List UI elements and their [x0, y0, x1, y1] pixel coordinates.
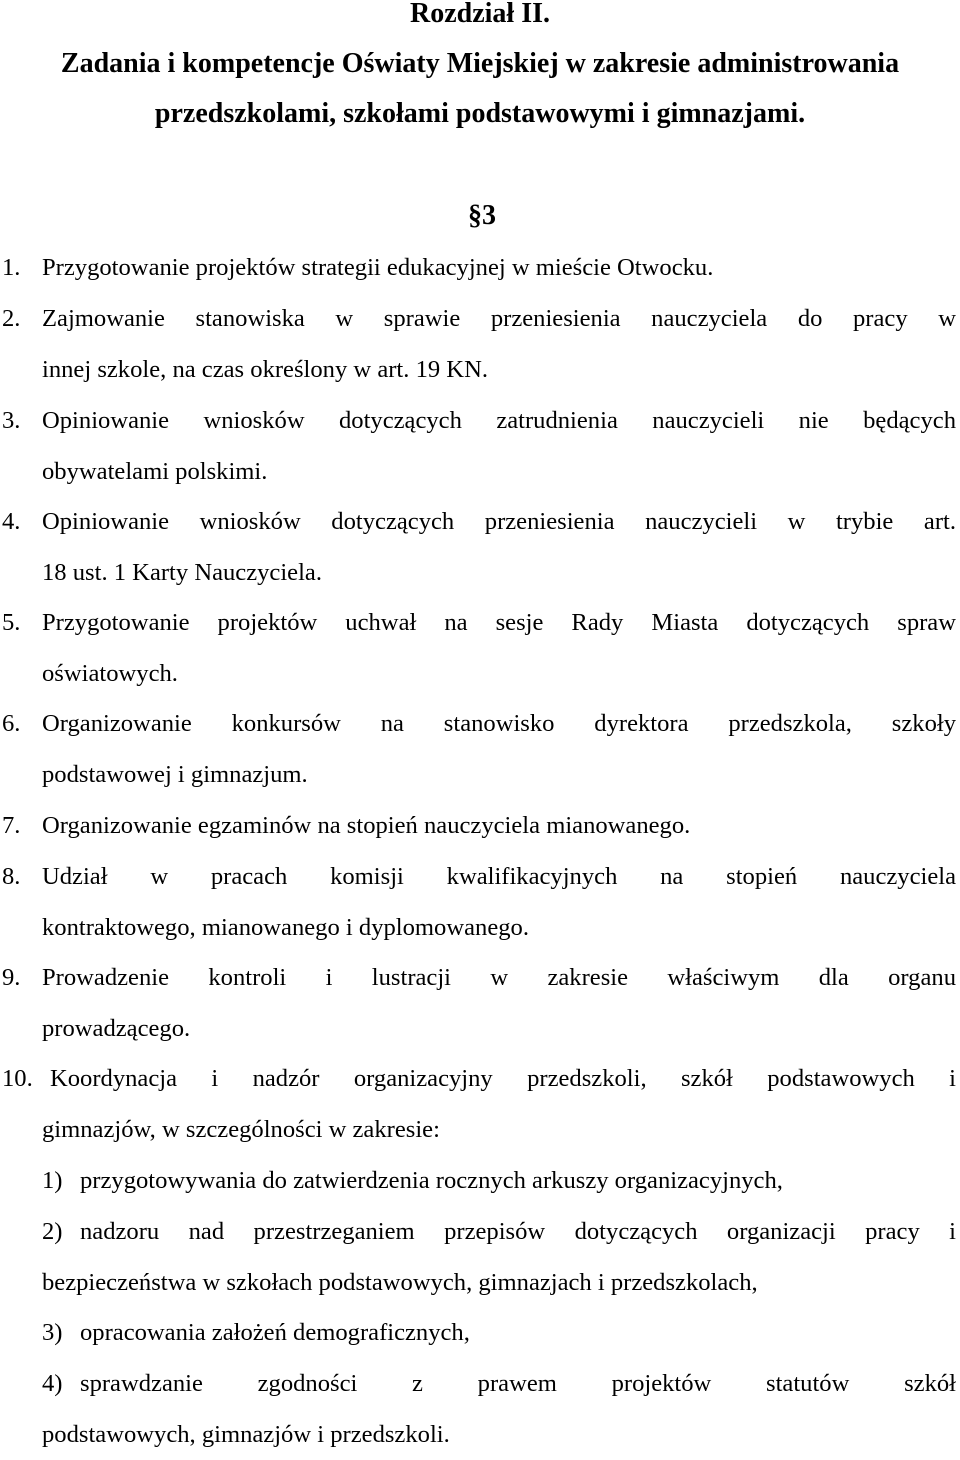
list-item-number: 2.	[2, 305, 21, 332]
list-item-text-line-2: kontraktowego, mianowanego i dyplomowanego.	[42, 914, 529, 941]
sub-list-item-4	[42, 1358, 956, 1460]
sub-list-item-2	[42, 1206, 956, 1308]
list-item-8	[2, 851, 956, 953]
list-item-text-line-2: oświatowych.	[42, 660, 178, 687]
sub-list-item-text-line-1: sprawdzanie zgodności z prawem projektów statutów szkół	[80, 1370, 956, 1397]
list-item-text-line-1: Udział w pracach komisji kwalifikacyjnych na stopień nauczyciela	[42, 863, 956, 890]
chapter-title-line-2: przedszkolami, szkołami podstawowymi i gimnazjami.	[154, 98, 806, 129]
list-item-2	[2, 293, 956, 395]
list-item-text-line-1: Opiniowanie wniosków dotyczących przeniesienia nauczycieli w trybie art.	[42, 508, 956, 535]
list-item-10	[2, 1053, 956, 1155]
list-item-text-line-2: prowadzącego.	[42, 1015, 191, 1042]
list-item-text-line-1: Opiniowanie wniosków dotyczących zatrudnienia nauczycieli nie będących	[42, 407, 956, 434]
sub-list-item-1	[42, 1155, 956, 1206]
list-item-text: Organizowanie egzaminów na stopień nauczyciela mianowanego.	[42, 812, 691, 839]
list-item-number: 10.	[2, 1065, 33, 1092]
list-item-text-line-1: Prowadzenie kontroli i lustracji w zakresie właściwym dla organu	[42, 964, 956, 991]
list-item-1	[2, 242, 956, 293]
list-item-number: 5.	[2, 609, 21, 636]
sub-list-item-text: przygotowywania do zatwierdzenia rocznych arkuszy organizacyjnych,	[80, 1167, 783, 1194]
sub-list-item-text: opracowania założeń demograficznych,	[80, 1319, 470, 1346]
list-item-9	[2, 952, 956, 1054]
list-item-text: Przygotowanie projektów strategii edukacyjnej w mieście Otwocku.	[42, 254, 714, 281]
sub-list-item-number: 3)	[42, 1319, 63, 1346]
list-item-text-line-2: gimnazjów, w szczególności w zakresie:	[42, 1116, 440, 1143]
list-item-text-line-1: Organizowanie konkursów na stanowisko dyrektora przedszkola, szkoły	[42, 710, 956, 737]
list-item-number: 4.	[2, 508, 21, 535]
list-item-text-line-1: Koordynacja i nadzór organizacyjny przedszkoli, szkół podstawowych i	[50, 1065, 956, 1092]
list-item-text-line-2: 18 ust. 1 Karty Nauczyciela.	[42, 559, 322, 586]
sub-list-item-text-line-2: podstawowych, gimnazjów i przedszkoli.	[42, 1421, 450, 1448]
list-item-5	[2, 597, 956, 699]
list-item-text-line-1: Przygotowanie projektów uchwał na sesje Rady Miasta dotyczących spraw	[42, 609, 956, 636]
list-item-number: 6.	[2, 710, 21, 737]
chapter-title-line-1: Zadania i kompetencje Oświaty Miejskiej w zakresie administrowania	[60, 48, 900, 79]
list-item-number: 9.	[2, 964, 21, 991]
list-item-text-line-1: Zajmowanie stanowiska w sprawie przeniesienia nauczyciela do pracy w	[42, 305, 956, 332]
list-item-number: 8.	[2, 863, 21, 890]
sub-list-item-text-line-2: bezpieczeństwa w szkołach podstawowych, gimnazjach i przedszkolach,	[42, 1269, 758, 1296]
list-item-7	[2, 800, 956, 851]
sub-list-item-number: 2)	[42, 1218, 63, 1245]
list-item-6	[2, 698, 956, 800]
list-item-text-line-2: podstawowej i gimnazjum.	[42, 761, 308, 788]
chapter-heading: Rozdział II.	[410, 0, 550, 29]
list-item-number: 7.	[2, 812, 21, 839]
list-item-4	[2, 496, 956, 598]
list-item-text-line-2: obywatelami polskimi.	[42, 458, 268, 485]
list-item-3	[2, 395, 956, 497]
section-mark: §3	[468, 200, 496, 231]
sub-list-item-number: 1)	[42, 1167, 63, 1194]
sub-list-item-3	[42, 1307, 956, 1358]
sub-list-item-text-line-1: nadzoru nad przestrzeganiem przepisów dotyczących organizacji pracy i	[80, 1218, 956, 1245]
sub-list-item-number: 4)	[42, 1370, 63, 1397]
list-item-number: 3.	[2, 407, 21, 434]
list-item-text-line-2: innej szkole, na czas określony w art. 19 KN.	[42, 356, 488, 383]
list-item-number: 1.	[2, 254, 21, 281]
